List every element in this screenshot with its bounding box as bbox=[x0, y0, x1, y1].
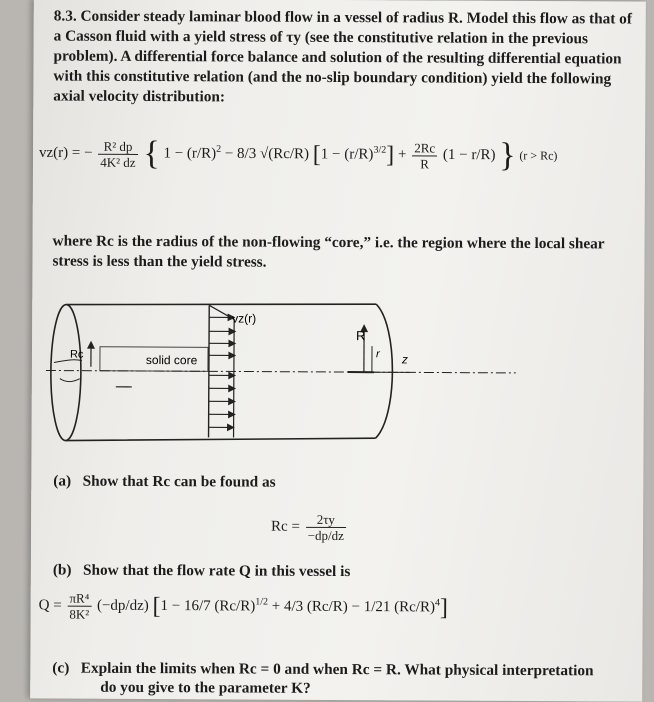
part-b-eq-lhs: Q = bbox=[39, 597, 62, 613]
eq1-coef: 8/3 bbox=[237, 146, 256, 162]
part-b bbox=[53, 562, 351, 582]
part-b-t1: (Rc/R) bbox=[214, 598, 255, 614]
part-b-c2: 4/3 bbox=[284, 599, 303, 615]
part-b-e3: 4 bbox=[435, 597, 440, 608]
part-b-open-bracket: [ bbox=[152, 594, 160, 620]
eq1-lhs: vz(r) = − bbox=[39, 145, 93, 161]
z-label: z bbox=[402, 352, 408, 366]
eq1-sqrt: √(Rc/R) bbox=[260, 146, 309, 162]
part-a-eq-den: −dp/dz bbox=[306, 528, 346, 543]
part-b-t2: (Rc/R) bbox=[307, 599, 348, 615]
eq1-bracket: 1 − (r/R) bbox=[321, 146, 374, 162]
velocity-equation: vz(r) = − $\frac{\text{R² dp}}{\text{4K² dz}}$ { $1 - (r/R)^2 - 8/3$ √(Rc/R) $[1 - (r/R)^{3/2}]$ + $\frac{2Rc}{R}$ (1 − r/R) } (r > Rc) bbox=[39, 136, 558, 173]
problem-text: Consider steady laminar blood flow in a vessel of radius R. Model this flow as that of a Casson fluid with a yield stress of τy (see the constitutive relation in the previous problem). A differential force balance and solution of the resulting differential equation with this constitutive relation (and the no-slip boundary condition) yield the following axial velocity distribution: bbox=[53, 8, 632, 106]
problem-number: 8.3. bbox=[54, 8, 77, 25]
eq1-term1: 1 − (r/R) bbox=[163, 146, 216, 162]
eq1-open-bracket: [ bbox=[313, 142, 321, 168]
part-b-text: Show that the flow rate Q in this vessel is bbox=[83, 562, 350, 580]
eq1-close-bracket: ] bbox=[386, 142, 394, 168]
part-c-label: (c) bbox=[52, 660, 69, 677]
part-c bbox=[52, 659, 632, 700]
part-b-eq-frac bbox=[67, 591, 91, 622]
part-b-label: (b) bbox=[53, 562, 72, 579]
problem-statement bbox=[53, 7, 634, 110]
eq1-prefactor-num: R² dp bbox=[98, 138, 137, 154]
part-a-text: Show that Rc can be found as bbox=[83, 473, 276, 491]
part-a-eq-num: 2τy bbox=[306, 512, 346, 528]
textbook-page bbox=[30, 0, 646, 702]
eq1-prefactor bbox=[98, 138, 137, 169]
eq1-prefactor-den: 4K² dz bbox=[98, 154, 137, 169]
eq1-plus-frac-den: R bbox=[412, 156, 437, 171]
part-b-e1: 1/2 bbox=[255, 597, 268, 608]
where-text: where Rc is the radius of the non-flowing “core,” i.e. the region where the local shear stress is less than the yield stress. bbox=[52, 232, 632, 275]
eq1-condition: (r > Rc) bbox=[519, 148, 557, 162]
vz-label: vz(r) bbox=[232, 311, 256, 325]
part-b-eq-num: πR⁴ bbox=[67, 591, 91, 607]
part-a-eq-frac bbox=[306, 512, 346, 543]
part-a-equation bbox=[271, 512, 348, 543]
part-b-eq-den: 8K² bbox=[67, 607, 91, 622]
part-b-close-bracket: ] bbox=[440, 595, 448, 621]
eq1-plus-frac bbox=[412, 140, 437, 171]
part-a-eq-lhs: Rc = bbox=[271, 519, 300, 535]
eq1-close-brace: } bbox=[499, 137, 516, 174]
part-b-c1: 16/7 bbox=[184, 598, 211, 614]
part-b-eq-mid: (−dp/dz) bbox=[97, 598, 149, 614]
eq1-bracket-exp: 3/2 bbox=[373, 145, 386, 156]
r-label: r bbox=[376, 348, 380, 360]
Rc-label: Rc bbox=[70, 349, 84, 361]
eq1-plus-frac-num: 2Rc bbox=[412, 140, 437, 156]
part-a-label: (a) bbox=[53, 473, 71, 490]
part-c-line2: do you give to the parameter K? bbox=[52, 678, 632, 700]
part-a bbox=[53, 473, 275, 492]
eq1-term1-exp: 2 bbox=[216, 144, 221, 155]
eq1-open-brace: { bbox=[143, 135, 160, 172]
part-b-equation: Q = $\frac{\text{πR⁴}}{\text{8K²}}$ (−dp/dz) [1 − 16/7 $(Rc/R)^{1/2} + 4/3$ (Rc/R) − 1/21 $(Rc/R)^4$] bbox=[39, 590, 448, 623]
vessel-diagram bbox=[46, 294, 517, 446]
part-b-c3: 1/21 bbox=[364, 599, 391, 615]
R-label: R bbox=[356, 328, 365, 343]
solid-core-label: solid core bbox=[146, 353, 197, 367]
eq1-term3: (1 − r/R) bbox=[443, 147, 496, 163]
vessel-figure bbox=[45, 294, 516, 451]
part-c-line1: Explain the limits when Rc = 0 and when Rc = R. What physical interpretation bbox=[81, 660, 594, 680]
part-b-t3: (Rc/R) bbox=[394, 599, 435, 615]
